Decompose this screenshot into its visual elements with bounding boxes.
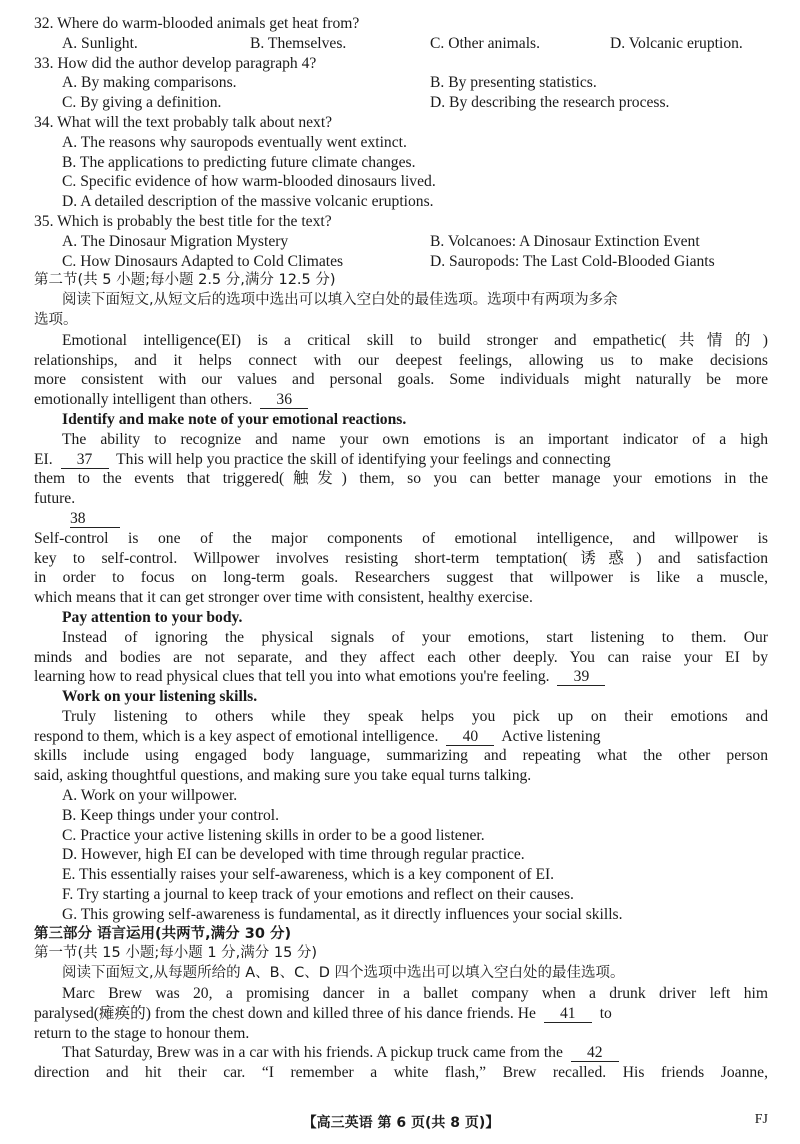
passage-p5-line1: Truly listening to others while they speak helps you pick up on their emotions and [62,707,768,725]
footer-label: 【高三英语 第 6 页(共 8 页)】 [302,1115,500,1131]
part3-p2-line1 [34,1043,768,1063]
part-3-instruction: 阅读下面短文,从每题所给的 A、B、C、D 四个选项中选出可以填入空白处的最佳选项。 [62,965,625,982]
passage-p5-line2-start: respond to them, which is a key aspect of emotional intelligence. [34,727,439,745]
choice-f[interactable]: F. Try starting a journal to keep track of your emotions and reflect on their causes. [62,886,574,904]
question-33-options-row1 [34,73,768,93]
passage-heading-2: Pay attention to your body. [62,608,243,626]
blank-36[interactable]: 36 [260,392,308,409]
q35-option-a[interactable]: A. The Dinosaur Migration Mystery [62,232,289,250]
question-35-options-row1 [34,232,768,252]
passage-p4-line2: minds and bodies are not separate, and they affect each other deeply. You can raise your EI by [34,648,768,666]
passage-p2-line2-end: This will help you practice the skill of identifying your feelings and connecting [116,450,611,468]
part-3-heading: 第三部分 语言运用(共两节,满分 30 分) [34,925,292,942]
question-33-stem: 33. How did the author develop paragraph 4? [34,54,317,72]
q35-option-b[interactable]: B. Volcanoes: A Dinosaur Extinction Event [430,232,700,250]
q32-option-a[interactable]: A. Sunlight. [62,34,138,52]
part3-p2-line1-text: That Saturday, Brew was in a car with his friends. A pickup truck came from the [62,1044,563,1062]
q33-option-a[interactable]: A. By making comparisons. [62,74,237,92]
blank-39[interactable]: 39 [557,669,605,686]
passage-p1-line4-text: emotionally intelligent than others. [34,391,253,409]
blank-42[interactable]: 42 [571,1045,619,1062]
part3-p1-line1: Marc Brew was 20, a promising dancer in a ballet company when a drunk driver left him [62,985,768,1003]
passage-p1-line3: more consistent with our values and personal goals. Some individuals might naturally be more [34,371,768,389]
section-2-instruction-line1: 阅读下面短文,从短文后的选项中选出可以填入空白处的最佳选项。选项中有两项为多余 [62,292,618,309]
choice-c[interactable]: C. Practice your active listening skills in order to be a good listener. [62,826,485,844]
q32-option-d[interactable]: D. Volcanic eruption. [610,34,743,52]
question-34-stem: 34. What will the text probably talk about next? [34,113,333,131]
q34-option-d[interactable]: D. A detailed description of the massive volcanic eruptions. [62,193,434,211]
passage-p2-line2-start: EI. [34,450,53,468]
passage-p3-line4: which means that it can get stronger over time with consistent, healthy exercise. [34,589,533,607]
q34-option-b[interactable]: B. The applications to predicting future climate changes. [62,153,416,171]
blank-38-line [34,509,768,529]
part3-p1-line2 [34,1004,768,1024]
question-32-stem: 32. Where do warm-blooded animals get heat from? [34,15,360,32]
choice-d[interactable]: D. However, high EI can be developed with time through regular practice. [62,846,525,864]
passage-p1-line2: relationships, and it helps connect with our deepest feelings, allowing us to make decisions [34,351,768,369]
q33-option-c[interactable]: C. By giving a definition. [62,94,222,112]
choice-g[interactable]: G. This growing self-awareness is fundamental, as it directly influences your social skills. [62,905,623,923]
passage-p2-line2 [34,450,768,470]
passage-heading-1: Identify and make note of your emotional reactions. [62,410,407,428]
choice-a[interactable]: A. Work on your willpower. [62,787,238,805]
exam-page [34,14,768,1083]
choice-e[interactable]: E. This essentially raises your self-awareness, which is a key component of EI. [62,866,555,884]
question-35-options-row2 [34,252,768,272]
part-3-section-1-heading: 第一节(共 15 小题;每小题 1 分,满分 15 分) [34,945,318,962]
section-2-heading: 第二节(共 5 小题;每小题 2.5 分,满分 12.5 分) [34,272,336,289]
q32-option-c[interactable]: C. Other animals. [430,34,541,52]
question-32-options [34,34,768,54]
part3-p2-line2: direction and hit their car. “I remember a white flash,” Brew recalled. His friends Joanne, [34,1064,768,1082]
passage-p2-line3: them to the events that triggered(触发) them, so you can better manage your emotions in the [34,470,768,488]
passage-p2-line4: future. [34,490,76,508]
question-35-stem: 35. Which is probably the best title for the text? [34,212,332,230]
passage-p3-line1: Self-control is one of the major components of emotional intelligence, and willpower is [34,529,768,547]
choice-b[interactable]: B. Keep things under your control. [62,806,279,824]
q34-option-c[interactable]: C. Specific evidence of how warm-blooded dinosaurs lived. [62,173,436,191]
passage-p3-line2: key to self-control. Willpower involves resisting short-term temptation(诱惑) and satisfaction [34,549,768,567]
q32-option-b[interactable]: B. Themselves. [250,34,347,52]
passage-p5-line3: skills include using engaged body language, summarizing and repeating what the other person [34,747,768,765]
passage-p4-line3 [34,667,768,687]
q35-option-c[interactable]: C. How Dinosaurs Adapted to Cold Climates [62,252,344,270]
question-33-options-row2 [34,93,768,113]
footer-code: FJ [754,1112,768,1127]
q33-option-b[interactable]: B. By presenting statistics. [430,74,597,92]
blank-40[interactable]: 40 [446,729,494,746]
q35-option-d[interactable]: D. Sauropods: The Last Cold-Blooded Giants [430,252,715,270]
section-2-instruction-line2: 选项。 [34,311,78,328]
q34-option-a[interactable]: A. The reasons why sauropods eventually went extinct. [62,133,407,151]
blank-38[interactable]: 38 [70,510,120,528]
part3-p1-line2-start: paralysed(瘫痪的) from the chest down and killed three of his dance friends. He [34,1004,536,1022]
passage-p5-line2 [34,727,768,747]
q33-option-d[interactable]: D. By describing the research process. [430,94,670,112]
passage-p3-line3: in order to focus on long-term goals. Researchers suggest that willpower is like a muscle, [34,569,768,587]
blank-41[interactable]: 41 [544,1006,592,1023]
page-footer [34,1112,768,1134]
part3-p1-line3: return to the stage to honour them. [34,1024,250,1042]
passage-heading-3: Work on your listening skills. [62,688,258,706]
passage-p4-line1: Instead of ignoring the physical signals of your emotions, start listening to them. Our [62,628,768,646]
passage-p5-line4: said, asking thoughtful questions, and making sure you take equal turns talking. [34,767,532,785]
passage-p5-line2-end: Active listening [501,727,601,745]
passage-p2-line1: The ability to recognize and name your own emotions is an important indicator of a high [62,430,768,448]
passage-p1-line1: Emotional intelligence(EI) is a critical skill to build stronger and empathetic(共情的) [62,331,768,349]
part3-p1-line2-end: to [599,1004,612,1022]
passage-p1-line4 [34,390,768,410]
blank-37[interactable]: 37 [61,452,109,469]
passage-p4-line3-text: learning how to read physical clues that tell you into what emotions you're feeling. [34,668,550,686]
